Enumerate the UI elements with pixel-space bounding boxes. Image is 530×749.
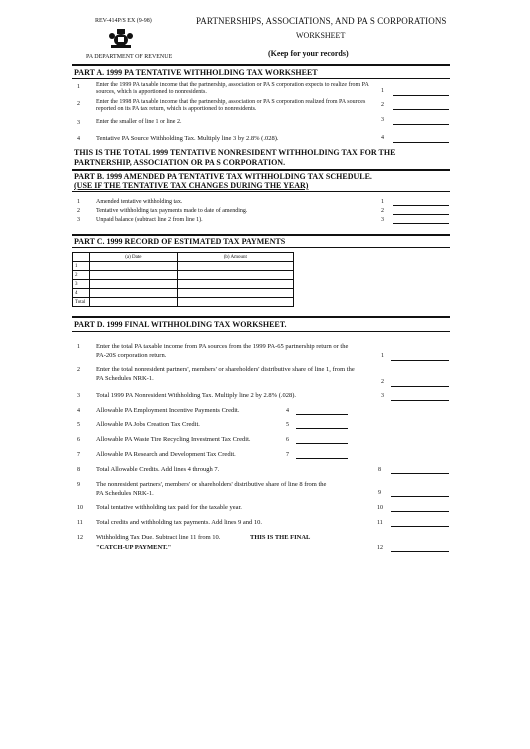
- keep-note: (Keep for your records): [268, 49, 349, 58]
- table-total-row: Total: [73, 298, 294, 307]
- date-cell[interactable]: [90, 298, 178, 307]
- part-d-line-5-field[interactable]: [296, 428, 348, 429]
- amount-cell[interactable]: [177, 262, 293, 271]
- part-a-title: PART A. 1999 PA TENTATIVE WITHHOLDING TAX WORKSHEET: [74, 68, 318, 77]
- part-d-line-8-field[interactable]: [391, 473, 449, 474]
- part-d-line-10-field[interactable]: [391, 511, 449, 512]
- part-a-line-2-field[interactable]: [393, 109, 449, 110]
- divider: [72, 331, 450, 332]
- form-title: PARTNERSHIPS, ASSOCIATIONS, AND PA S CORPORATIONS: [196, 16, 447, 26]
- part-a-line-1-field[interactable]: [393, 95, 449, 96]
- amount-cell[interactable]: [177, 298, 293, 307]
- part-a-line-4-field[interactable]: [393, 142, 449, 143]
- amount-cell[interactable]: [177, 271, 293, 280]
- divider: [72, 64, 450, 66]
- divider: [72, 316, 450, 318]
- column-header-date: (a) Date: [90, 253, 178, 262]
- part-b-line-1-field[interactable]: [393, 205, 449, 206]
- divider: [72, 247, 450, 248]
- dept-name: PA DEPARTMENT OF REVENUE: [86, 54, 173, 60]
- divider: [72, 191, 450, 192]
- part-b-subtitle: (USE IF THE TENTATIVE TAX CHANGES DURING THE YEAR): [74, 181, 309, 190]
- column-header-amount: (b) Amount: [177, 253, 293, 262]
- part-b-line-3-field[interactable]: [393, 223, 449, 224]
- part-c-title: PART C. 1999 RECORD OF ESTIMATED TAX PAYMENTS: [74, 237, 286, 246]
- date-cell[interactable]: [90, 289, 178, 298]
- table-header-row: [73, 253, 294, 262]
- part-d-line-4-field[interactable]: [296, 414, 348, 415]
- part-d-line-11-field[interactable]: [391, 526, 449, 527]
- amount-cell[interactable]: [177, 280, 293, 289]
- estimated-payments-table: [72, 252, 294, 307]
- form-id: REV-414P/S EX (9-98): [95, 18, 152, 24]
- part-b-title: PART B. 1999 AMENDED PA TENTATIVE TAX WITHHOLDING TAX SCHEDULE.: [74, 172, 372, 181]
- date-cell[interactable]: [90, 280, 178, 289]
- part-d-line-1-field[interactable]: [391, 360, 449, 361]
- form-subtitle: WORKSHEET: [296, 31, 346, 40]
- amount-cell[interactable]: [177, 289, 293, 298]
- part-d-line-12-field[interactable]: [391, 551, 449, 552]
- pa-seal-icon: [108, 27, 134, 49]
- table-row: 1: [73, 262, 294, 271]
- part-a-total-note: THIS IS THE TOTAL 1999 TENTATIVE NONRESIDENT WITHHOLDING TAX FOR THE PARTNERSHIP, ASSOCIATION OR PA S CORPORATION.: [74, 148, 396, 167]
- divider: [72, 169, 450, 171]
- part-d-line-3-field[interactable]: [391, 400, 449, 401]
- table-row: 3: [73, 280, 294, 289]
- part-d-title: PART D. 1999 FINAL WITHHOLDING TAX WORKSHEET.: [74, 320, 287, 329]
- part-a-line-3-field[interactable]: [393, 124, 449, 125]
- part-b-line-2-field[interactable]: [393, 214, 449, 215]
- date-cell[interactable]: [90, 271, 178, 280]
- part-d-line-6-field[interactable]: [296, 443, 348, 444]
- divider: [72, 234, 450, 236]
- part-d-line-2-field[interactable]: [391, 386, 449, 387]
- part-d-line-7-field[interactable]: [296, 458, 348, 459]
- date-cell[interactable]: [90, 262, 178, 271]
- table-row: 2: [73, 271, 294, 280]
- part-d-line-9-field[interactable]: [391, 496, 449, 497]
- divider: [72, 78, 450, 79]
- table-row: 4: [73, 289, 294, 298]
